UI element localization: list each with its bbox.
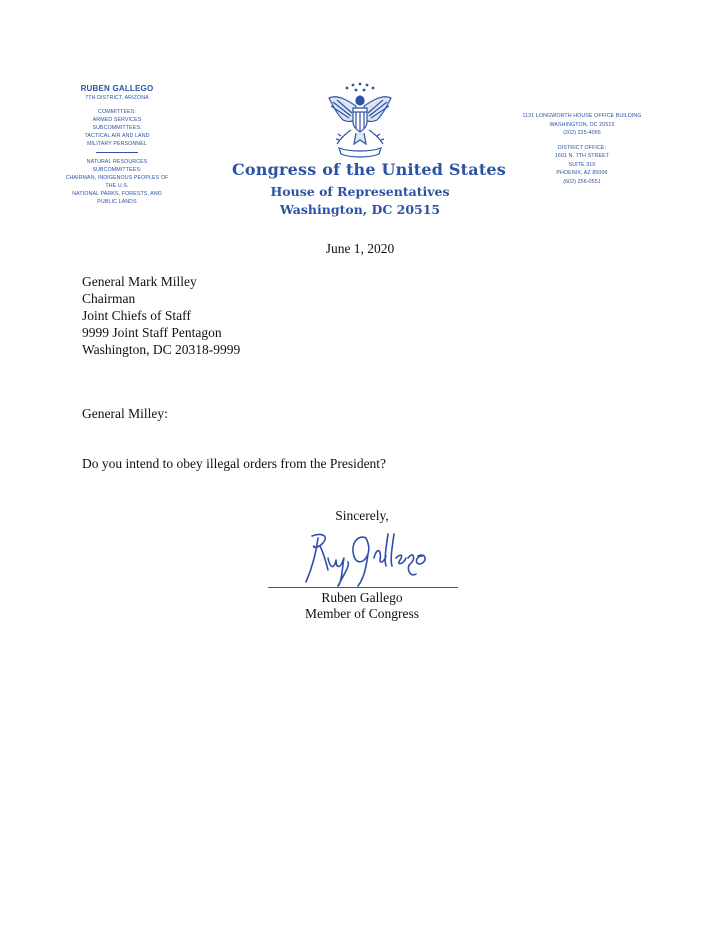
subcommittee-tactical-air: TACTICAL AIR AND LAND	[84, 133, 150, 139]
office-info-block	[512, 112, 652, 186]
subcommittee-national-parks: NATIONAL PARKS, FORESTS, AND PUBLIC LANDS	[72, 191, 162, 205]
committee-divider	[96, 152, 138, 153]
letter-body: Do you intend to obey illegal orders from the President?	[82, 456, 387, 471]
subcommittee-indigenous-peoples: CHAIRMAN, INDIGENOUS PEOPLES OF THE U.S.	[65, 175, 169, 189]
district-office-phone: (602) 256-0551	[563, 178, 601, 185]
congress-title: Congress of the United States	[232, 160, 507, 179]
house-of-representatives: House of Representatives	[270, 184, 450, 199]
district-office-address-3: PHOENIX, AZ 85006	[556, 170, 608, 176]
subcommittee-military-personnel: MILITARY PERSONNEL	[87, 141, 147, 147]
dc-office-address-1: 1131 LONGWORTH HOUSE OFFICE BUILDING	[522, 113, 642, 119]
recipient-title: Chairman	[82, 291, 136, 306]
district-office-address-2: SUITE 310	[568, 161, 596, 168]
letter-date: June 1, 2020	[325, 241, 395, 256]
letterhead	[0, 0, 718, 230]
subcommittees-label: SUBCOMMITTEES:	[92, 167, 142, 173]
member-info-block	[62, 84, 172, 206]
member-name: RUBEN GALLEGO	[80, 84, 154, 93]
signature-line	[268, 587, 458, 588]
district-office-label: DISTRICT OFFICE:	[557, 144, 607, 151]
handwritten-signature	[292, 528, 442, 590]
recipient-address	[82, 273, 240, 358]
recipient-organization: Joint Chiefs of Staff	[82, 308, 191, 323]
committees-label: COMMITTEES:	[98, 109, 136, 115]
recipient-name: General Mark Milley	[82, 274, 197, 289]
committee-natural-resources: NATURAL RESOURCES	[86, 159, 148, 165]
dc-office-phone: (202) 225-4065	[563, 130, 601, 136]
recipient-city: Washington, DC 20318-9999	[82, 342, 241, 357]
recipient-street: 9999 Joint Staff Pentagon	[82, 325, 222, 340]
dc-office-address-2: WASHINGTON, DC 20515	[549, 121, 615, 128]
closing: Sincerely,	[335, 508, 389, 523]
washington-dc-address: Washington, DC 20515	[279, 202, 441, 217]
eagle-seal-icon	[325, 78, 395, 162]
member-district: 7TH DISTRICT, ARIZONA	[85, 95, 149, 101]
signer-title: Member of Congress	[305, 606, 419, 621]
signer-name: Ruben Gallego	[321, 590, 403, 605]
district-office-address-1: 1601 N. 7TH STREET	[554, 153, 610, 159]
committee-armed-services: ARMED SERVICES	[92, 117, 142, 123]
salutation: General Milley:	[82, 406, 168, 421]
subcommittees-label: SUBCOMMITTEES:	[92, 125, 142, 131]
